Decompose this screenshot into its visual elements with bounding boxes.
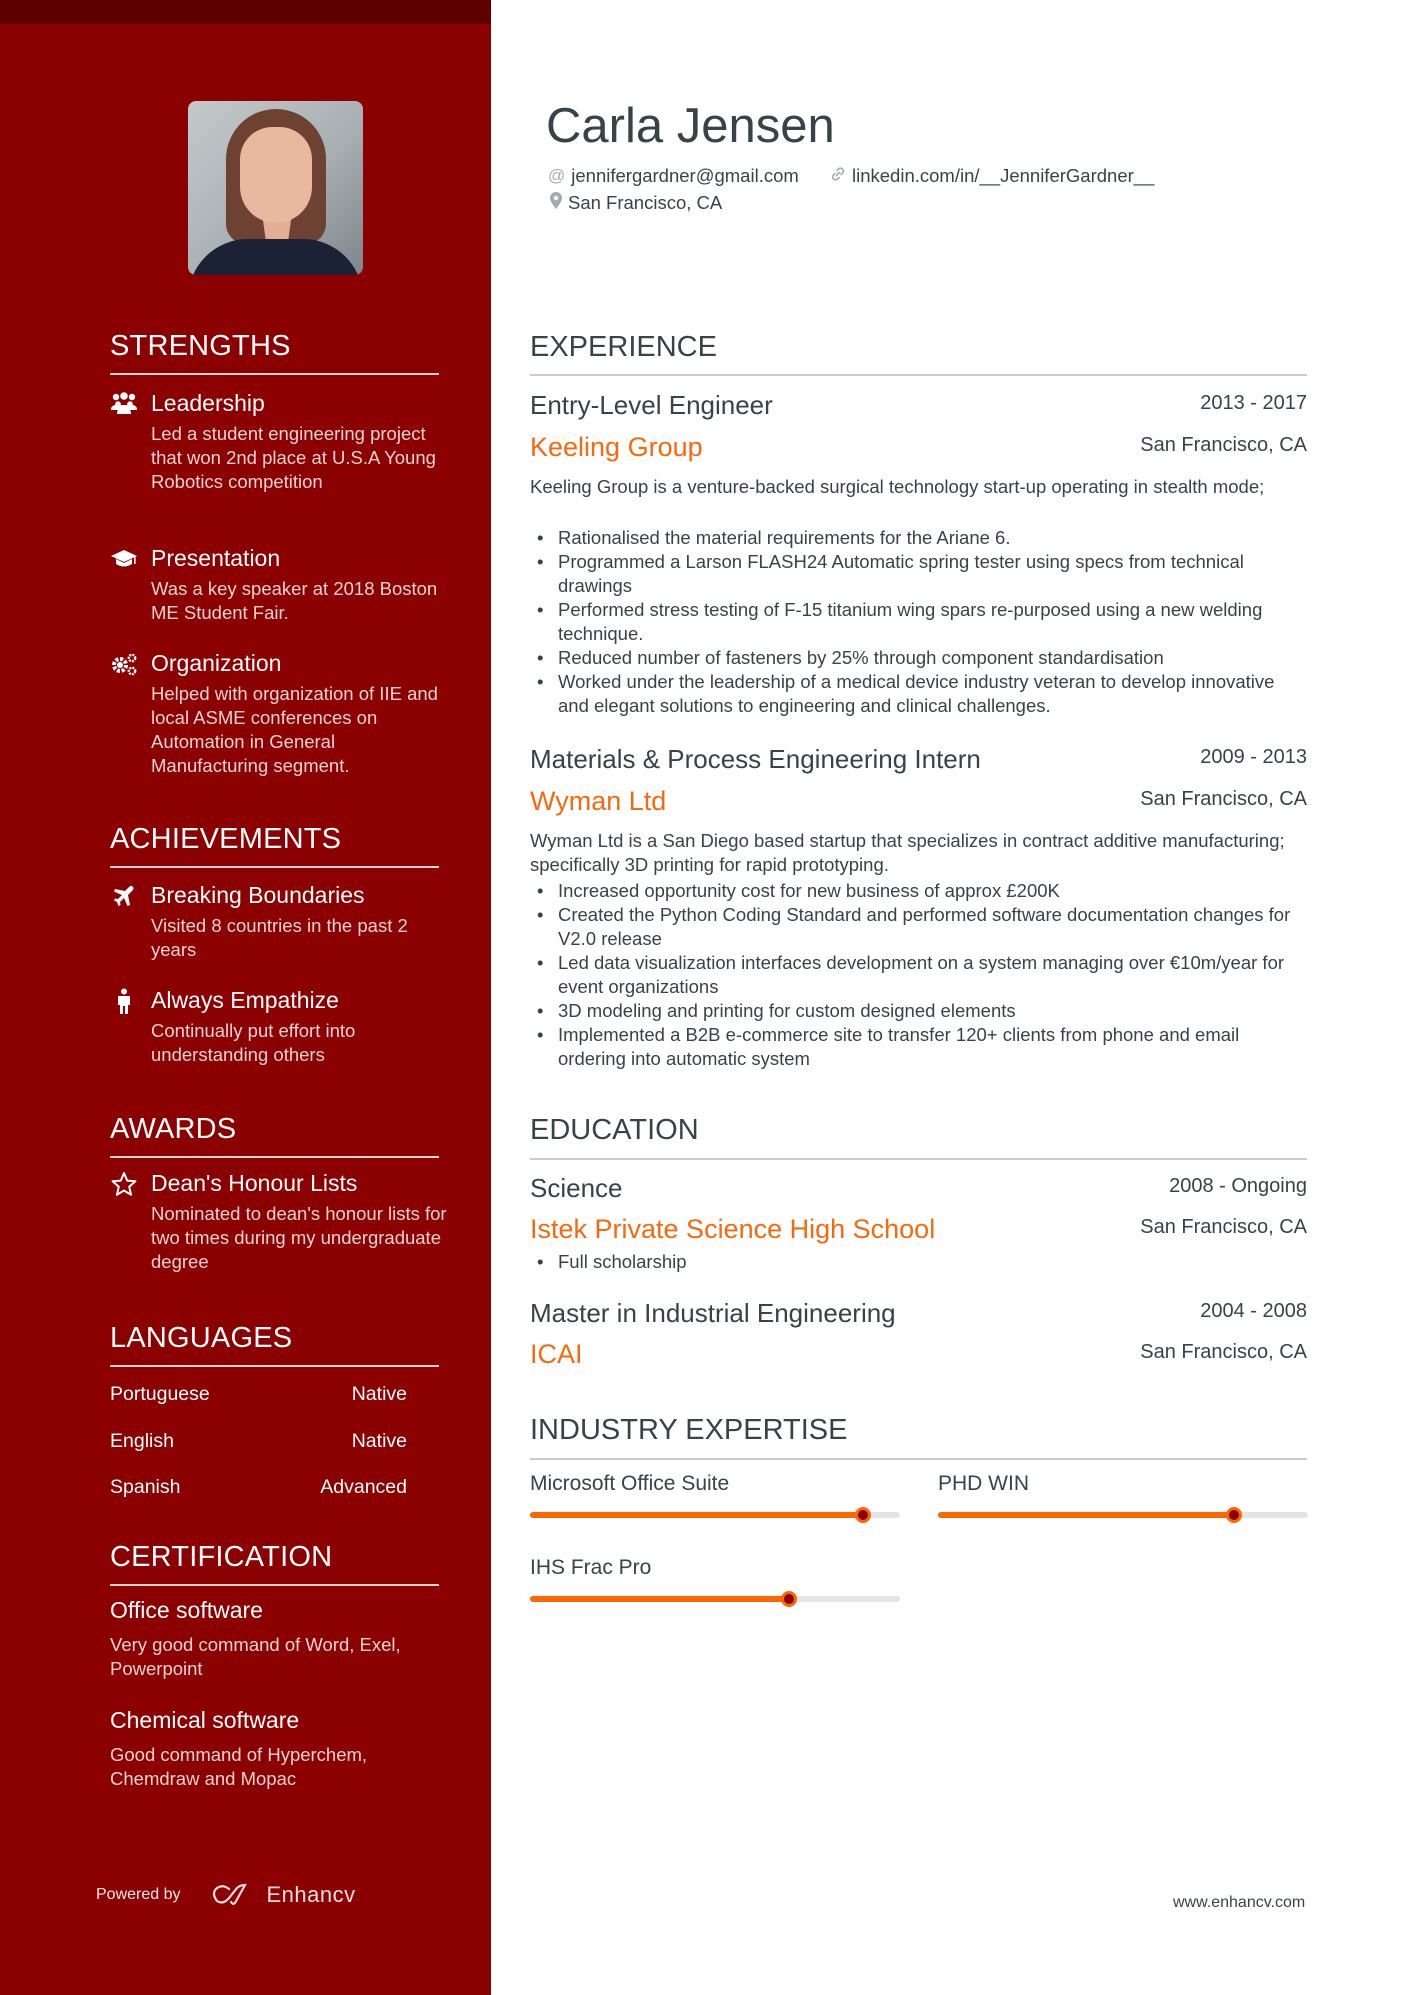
email-text: jennifergardner@gmail.com: [571, 165, 799, 186]
section-divider: [110, 1365, 439, 1367]
section-title: ACHIEVEMENTS: [110, 823, 342, 855]
job-bullet: • Increased opportunity cost for new business of approx £200K: [530, 879, 1307, 903]
certification-description: Very good command of Word, Exel, Powerpoint: [110, 1634, 401, 1679]
education-divider: [530, 1158, 1307, 1160]
company-description: Keeling Group is a venture-backed surgical technology start-up operating in stealth mode;: [530, 476, 1265, 497]
skill-fill: [530, 1512, 863, 1518]
skill-name: PHD WIN: [938, 1472, 1029, 1495]
language-name: Portuguese: [110, 1383, 210, 1405]
at-icon: @: [548, 166, 566, 185]
company-name: Keeling Group: [530, 432, 703, 462]
skill-track: [530, 1596, 900, 1602]
job-bullets: [530, 879, 1307, 1071]
experience-divider: [530, 374, 1307, 376]
education-dates: 2004 - 2008: [1200, 1300, 1307, 1322]
skill-knob: [855, 1507, 871, 1523]
profile-photo: [188, 101, 363, 275]
language-row: [110, 1476, 407, 1502]
achievement-description: Continually put effort into understanding others: [151, 1020, 356, 1065]
job-location: San Francisco, CA: [1140, 434, 1307, 456]
school-location: San Francisco, CA: [1140, 1341, 1307, 1363]
strength-title: Organization: [151, 650, 282, 676]
education-bullets: [530, 1250, 1307, 1274]
contact-email[interactable]: [548, 165, 799, 187]
graduation-cap-icon: [110, 547, 138, 571]
strengths-section: [110, 329, 439, 375]
users-icon: [110, 392, 138, 416]
school-name: ICAI: [530, 1339, 583, 1369]
skill-knob: [781, 1591, 797, 1607]
section-title: LANGUAGES: [110, 1322, 293, 1354]
map-pin-icon: [550, 192, 562, 214]
award-item: [110, 1168, 447, 1278]
job-bullet: • 3D modeling and printing for custom designed elements: [530, 999, 1307, 1023]
section-divider: [110, 1156, 439, 1158]
section-divider: [110, 866, 439, 868]
degree-name: Master in Industrial Engineering: [530, 1298, 896, 1328]
certification-title: Chemical software: [110, 1707, 300, 1733]
section-divider: [110, 373, 439, 375]
job-bullets: [530, 526, 1307, 718]
certification-description: Good command of Hyperchem, Chemdraw and Mopac: [110, 1744, 368, 1789]
language-name: Spanish: [110, 1476, 181, 1498]
achievement-title: Breaking Boundaries: [151, 882, 365, 908]
job-bullet: • Reduced number of fasteners by 25% through component standardisation: [530, 646, 1307, 670]
achievement-title: Always Empathize: [151, 987, 339, 1013]
language-level: Native: [351, 1383, 407, 1405]
strength-title: Presentation: [151, 545, 281, 571]
plane-icon: [110, 884, 138, 908]
strength-description: Was a key speaker at 2018 Boston ME Student Fair.: [151, 578, 438, 623]
skill-track: [938, 1512, 1308, 1518]
powered-by: [96, 1882, 356, 1908]
skill-knob: [1226, 1507, 1242, 1523]
skill-name: Microsoft Office Suite: [530, 1472, 730, 1495]
gears-icon: [110, 652, 138, 676]
enhancv-logo-icon: [209, 1883, 255, 1907]
skill-bar: [938, 1470, 1308, 1518]
certification-section: [110, 1540, 439, 1586]
star-icon: [110, 1172, 138, 1196]
skill-bar: [530, 1554, 900, 1602]
strength-item: [110, 543, 439, 623]
languages-list: [110, 1383, 439, 1503]
achievement-item: [110, 880, 439, 960]
company-name: Wyman Ltd: [530, 786, 667, 816]
job-bullet: • Worked under the leadership of a medical device industry veteran to develop innovative and elegant solutions to engineering and clinical challenges.: [530, 670, 1307, 718]
job-bullet: • Implemented a B2B e-commerce site to transfer 120+ clients from phone and email ordering into automatic system: [530, 1023, 1307, 1071]
award-description: Nominated to dean's honour lists for two times during my undergraduate degree: [151, 1203, 447, 1272]
achievement-item: [110, 985, 439, 1065]
section-divider: [110, 1584, 439, 1586]
expertise-divider: [530, 1458, 1307, 1460]
section-title: STRENGTHS: [110, 330, 291, 362]
job-role: Entry-Level Engineer: [530, 390, 773, 420]
strength-description: Helped with organization of IIE and local ASME conferences on Automation in General Manufacturing segment.: [151, 683, 438, 776]
education-title: EDUCATION: [530, 1114, 699, 1146]
sidebar: [0, 0, 491, 1995]
languages-section: [110, 1321, 439, 1367]
sidebar-top-bar: [0, 0, 491, 24]
language-name: English: [110, 1430, 174, 1452]
certification-item: [110, 1705, 450, 1791]
job-dates: 2009 - 2013: [1200, 746, 1307, 768]
job-bullet: • Programmed a Larson FLASH24 Automatic spring tester using specs from technical drawings: [530, 550, 1307, 598]
experience-title: EXPERIENCE: [530, 331, 717, 363]
school-location: San Francisco, CA: [1140, 1216, 1307, 1238]
skill-bar: [530, 1470, 900, 1518]
job-bullet: • Created the Python Coding Standard and performed software documentation changes for V2.0 release: [530, 903, 1307, 951]
achievements-section: [110, 822, 439, 868]
section-title: AWARDS: [110, 1113, 237, 1145]
certification-list: [110, 1595, 439, 1895]
job-dates: 2013 - 2017: [1200, 392, 1307, 414]
strength-item: [110, 388, 439, 528]
language-row: [110, 1430, 407, 1456]
certification-item: [110, 1595, 450, 1681]
certification-title: Office software: [110, 1597, 263, 1623]
contact-location: [550, 192, 722, 214]
language-level: Native: [351, 1430, 407, 1452]
link-icon: [830, 166, 846, 187]
school-name: Istek Private Science High School: [530, 1214, 936, 1244]
job-bullet: • Rationalised the material requirements for the Ariane 6.: [530, 526, 1307, 550]
job-bullet: • Led data visualization interfaces development on a system managing over €10m/year for event organizations: [530, 951, 1307, 999]
expertise-title: INDUSTRY EXPERTISE: [530, 1414, 848, 1446]
enhancv-brand-name: Enhancv: [266, 1882, 356, 1907]
degree-name: Science: [530, 1173, 623, 1203]
skill-name: IHS Frac Pro: [530, 1556, 652, 1579]
job-role: Materials & Process Engineering Intern: [530, 744, 981, 774]
skill-track: [530, 1512, 900, 1518]
company-description: Wyman Ltd is a San Diego based startup that specializes in contract additive manufacturing; specifically 3D printing for rapid prototyping.: [530, 830, 1285, 875]
education-bullet: • Full scholarship: [530, 1250, 1307, 1274]
education-dates: 2008 - Ongoing: [1169, 1175, 1307, 1197]
person-icon: [110, 989, 138, 1013]
website-link[interactable]: www.enhancv.com: [1173, 1894, 1306, 1911]
enhancv-brand[interactable]: [209, 1882, 356, 1908]
awards-section: [110, 1112, 439, 1158]
location-text: San Francisco, CA: [568, 192, 723, 213]
skill-fill: [938, 1512, 1234, 1518]
language-row: [110, 1383, 407, 1409]
job-location: San Francisco, CA: [1140, 788, 1307, 810]
award-title: Dean's Honour Lists: [151, 1170, 358, 1196]
strength-item: [110, 648, 439, 778]
linkedin-text: linkedin.com/in/__JenniferGardner__: [852, 165, 1155, 186]
strength-description: Led a student engineering project that won 2nd place at U.S.A Young Robotics competition: [151, 423, 436, 492]
candidate-name: Carla Jensen: [546, 99, 835, 153]
section-title: CERTIFICATION: [110, 1541, 333, 1573]
powered-by-label: Powered by: [96, 1886, 181, 1903]
contact-linkedin[interactable]: [830, 165, 1154, 187]
language-level: Advanced: [320, 1476, 407, 1498]
strength-title: Leadership: [151, 390, 265, 416]
skill-fill: [530, 1596, 789, 1602]
achievement-description: Visited 8 countries in the past 2 years: [151, 915, 408, 960]
job-bullet: • Performed stress testing of F-15 titanium wing spars re-purposed using a new welding technique.: [530, 598, 1307, 646]
